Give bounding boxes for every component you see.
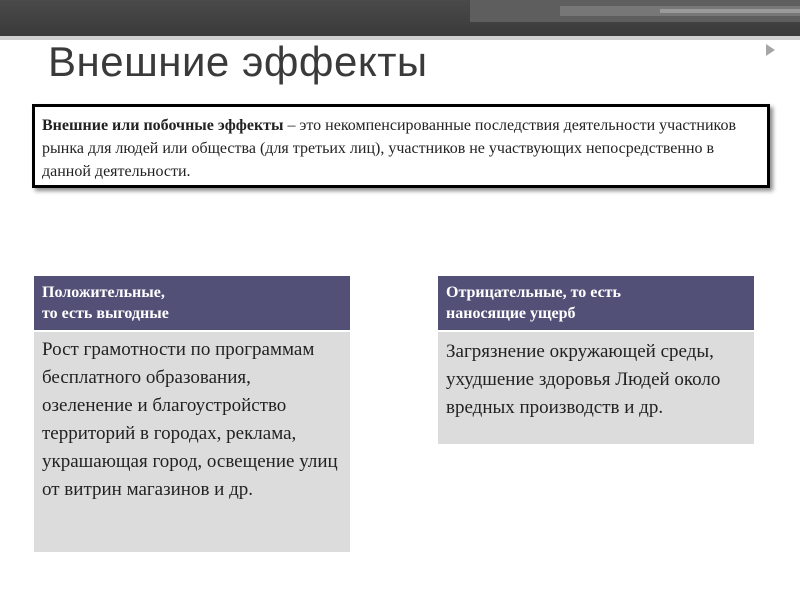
top-decor-stripe bbox=[660, 9, 800, 13]
negative-effects-body: Загрязнение окружающей среды, ухудшение здоровья Людей около вредных производств и др. bbox=[438, 330, 754, 444]
negative-header-line: наносящие ущерб bbox=[446, 305, 576, 322]
triangle-arrow-icon bbox=[766, 44, 775, 56]
negative-effects-header bbox=[438, 276, 754, 330]
definition-term: Внешние или побочные эффекты bbox=[42, 117, 284, 134]
slide-title: Внешние эффекты bbox=[48, 38, 428, 85]
definition-body: – это некомпенсированные последствия деятельности участников рынка для людей или общества (для третьих лиц), участников не участвующих непосредственно в данной деятельности. bbox=[42, 117, 737, 180]
positive-header-line: то есть выгодные bbox=[42, 305, 169, 322]
positive-header-line: Положительные, bbox=[42, 284, 165, 301]
negative-header-line: Отрицательные, то есть bbox=[446, 284, 621, 301]
positive-effects-header bbox=[34, 276, 350, 330]
positive-effects-body: Рост грамотности по программам бесплатного образования, озеленение и благоустройство территорий в городах, реклама, украшающая город, освещение улиц от витрин магазинов и др. bbox=[34, 330, 350, 552]
top-decor-bar bbox=[0, 0, 800, 36]
definition-text bbox=[42, 114, 762, 183]
